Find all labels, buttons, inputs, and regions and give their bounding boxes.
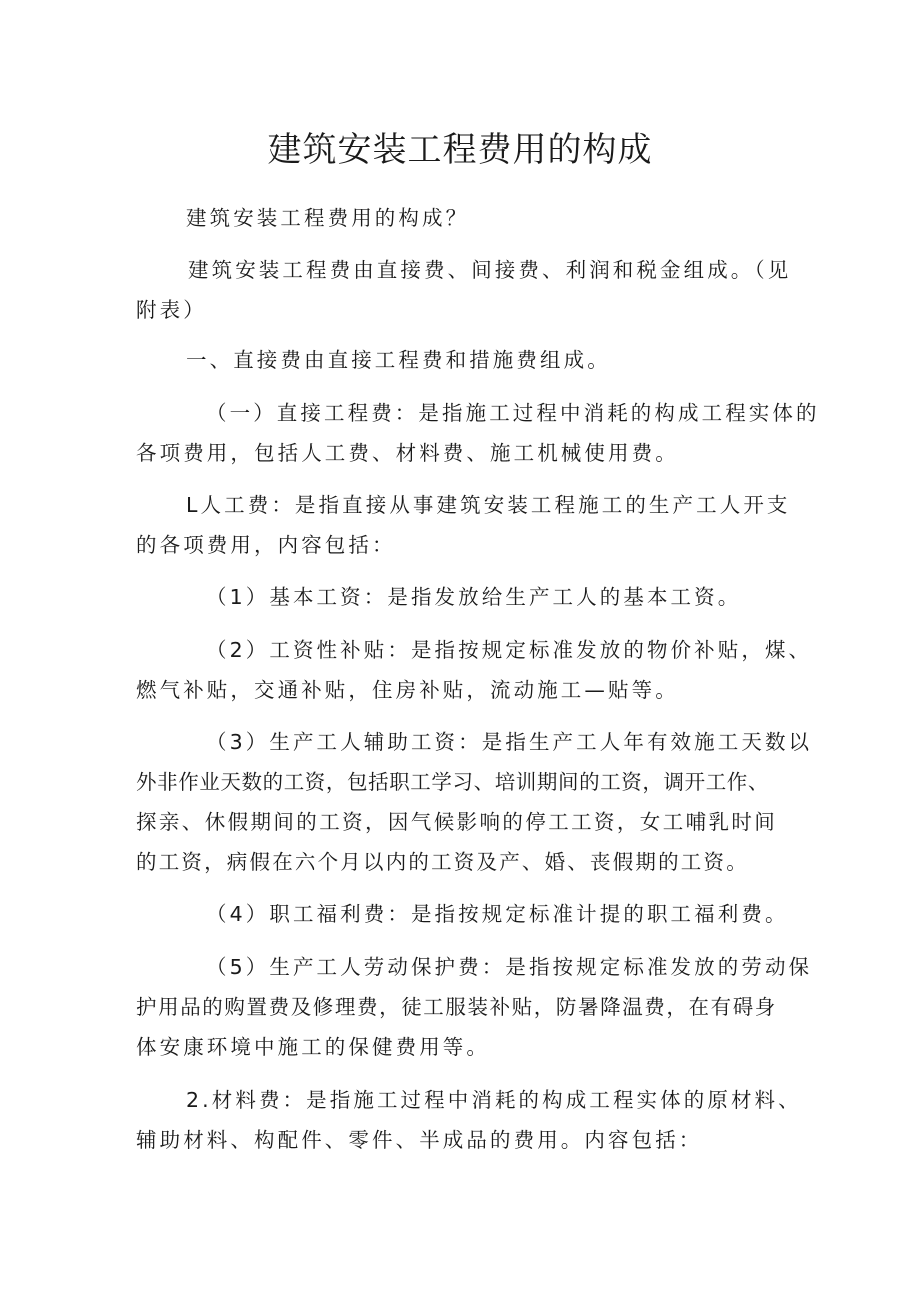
paragraph-item-labor <box>136 485 796 565</box>
document-title: 建筑安装工程费用的构成 <box>267 130 653 170</box>
paragraph-labor-5 <box>136 947 813 1067</box>
text-line: 燃气补贴，交通补贴，住房补贴，流动施工—贴等。 <box>136 678 679 702</box>
paragraph-labor-3 <box>136 722 813 882</box>
text-line: 探亲、休假期间的工资，因气候影响的停工工资，女工哺乳时间 <box>136 810 778 834</box>
text-line: 2.材料费：是指施工过程中消耗的构成工程实体的原材料、 <box>186 1088 802 1112</box>
paragraph-composition <box>136 250 796 330</box>
text-line: 的工资，病假在六个月以内的工资及产、婚、丧假期的工资。 <box>136 850 749 874</box>
text-line: 外非作业天数的工资，包括职工学习、培训期间的工资，调开工作、 <box>136 770 769 794</box>
paragraph-section-1 <box>136 340 796 380</box>
text-line: （5）生产工人劳动保护费：是指按规定标准发放的劳动保 <box>206 955 813 979</box>
text-line: （一）直接工程费：是指施工过程中消耗的构成工程实体的 <box>206 401 820 425</box>
text-line: 的各项费用，内容包括： <box>136 533 396 557</box>
text-line: 一、直接费由直接工程费和措施费组成。 <box>186 348 611 372</box>
text-line: 护用品的购置费及修理费，徒工服装补贴，防暑降温费，在有碍身 <box>136 995 777 1019</box>
text-line: （1）基本工资：是指发放给生产工人的基本工资。 <box>206 585 742 609</box>
paragraph-labor-1 <box>136 577 796 617</box>
text-line: （4）职工福利费：是指按规定标准计提的职工福利费。 <box>206 902 789 926</box>
text-line: 各项费用，包括人工费、材料费、施工机械使用费。 <box>136 441 679 465</box>
paragraph-subsection-1 <box>136 393 820 473</box>
text-line: 建筑安装工程费用的构成？ <box>186 206 470 230</box>
text-line: 辅助材料、构配件、零件、半成品的费用。内容包括： <box>136 1128 703 1152</box>
paragraph-item-material <box>136 1080 802 1160</box>
text-line: 体安康环境中施工的保健费用等。 <box>136 1035 490 1059</box>
text-line: （3）生产工人辅助工资：是指生产工人年有效施工天数以 <box>206 730 813 754</box>
text-line: （2）工资性补贴：是指按规定标准发放的物价补贴，煤、 <box>206 638 813 662</box>
paragraph-labor-4 <box>136 894 796 934</box>
paragraph-question <box>136 198 796 238</box>
text-line: L人工费：是指直接从事建筑安装工程施工的生产工人开支 <box>186 493 791 517</box>
paragraph-labor-2 <box>136 630 813 710</box>
text-line: 附表） <box>136 298 207 322</box>
text-line: 建筑安装工程费由直接费、间接费、利润和税金组成。（见 <box>188 258 792 282</box>
